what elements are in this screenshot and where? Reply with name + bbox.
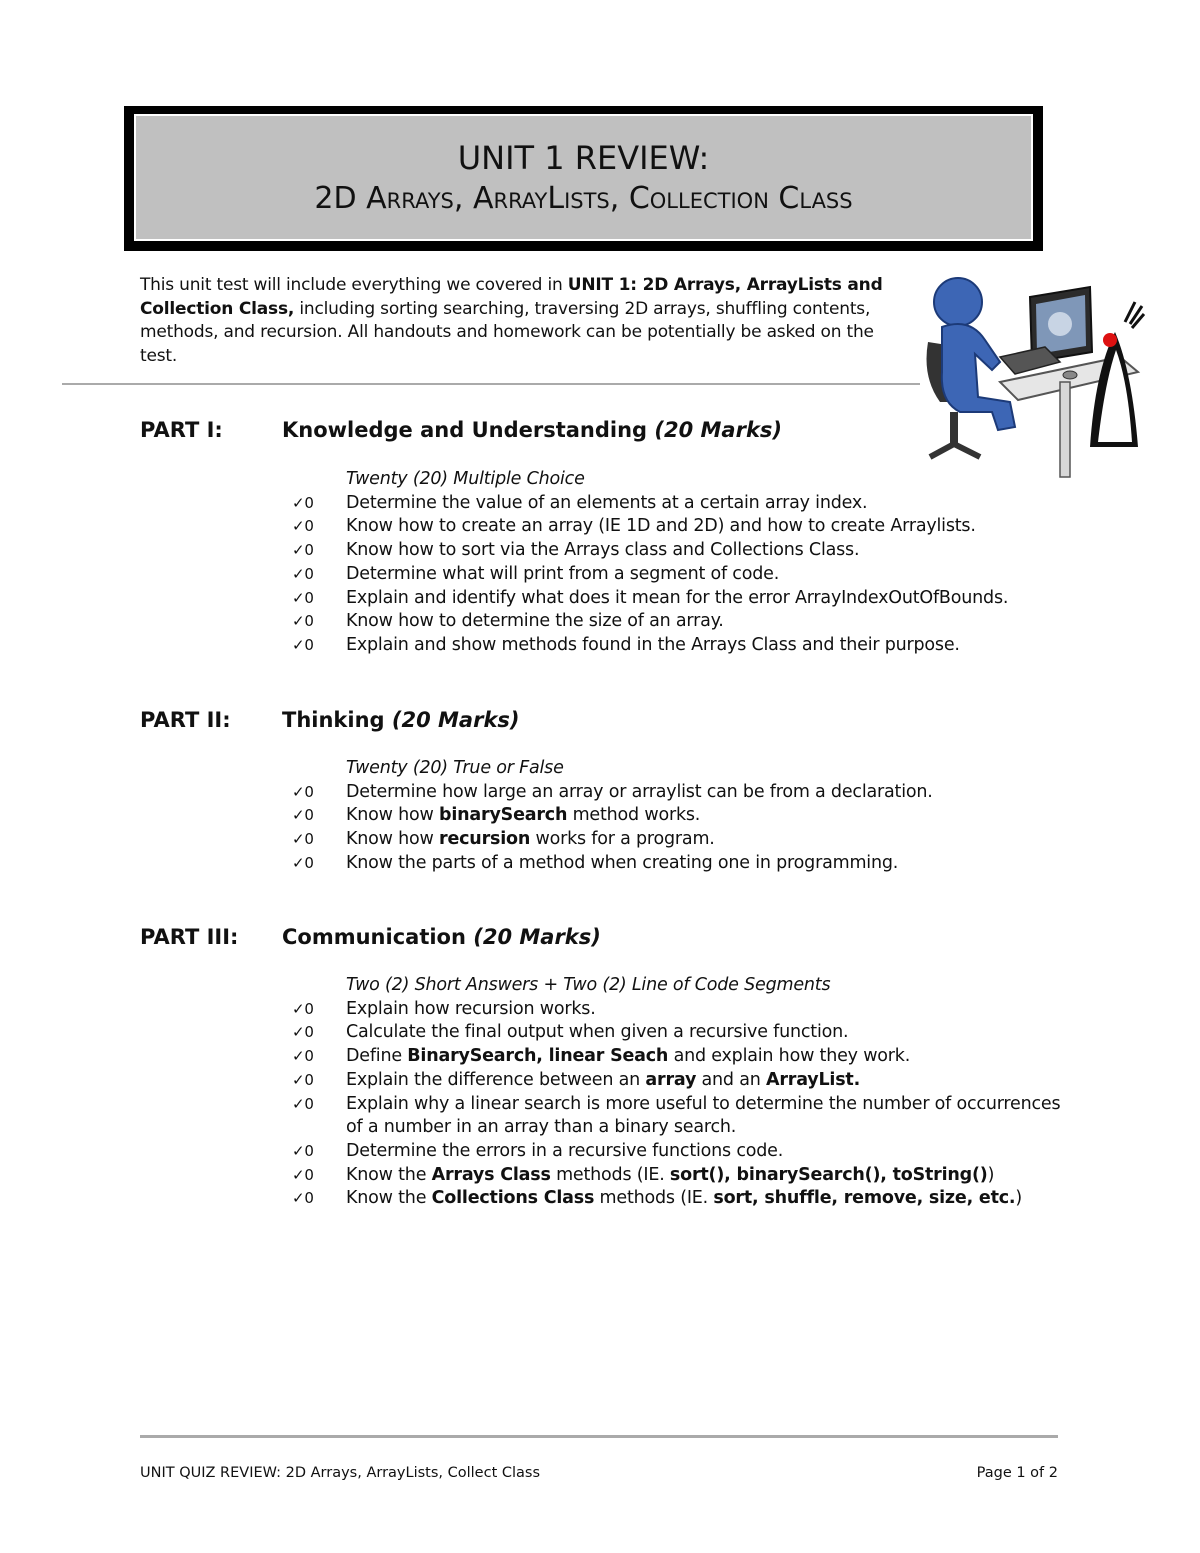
part-2-subtitle: Twenty (20) True or False (346, 758, 564, 778)
list-item-segment: Determine the errors in a recursive functions code. (346, 1140, 784, 1161)
footer-divider (140, 1435, 1058, 1438)
list-item-text (346, 828, 1070, 852)
list-item-segment: Know the parts of a method when creating one in programming. (346, 852, 899, 873)
mouse-bullet-icon: ✓0 (292, 1165, 314, 1184)
part-2-marks: (20 Marks) (391, 708, 520, 732)
mouse-bullet-icon: ✓0 (292, 564, 314, 583)
mouse-bullet-icon: ✓0 (292, 517, 314, 536)
mouse-bullet-icon: ✓0 (292, 853, 314, 872)
list-item-bold: binarySearch (439, 805, 568, 826)
list-item-segment: Determine the value of an elements at a certain array index. (346, 492, 868, 513)
part-3-name (282, 923, 601, 951)
person-at-computer-with-java-mascot-icon (920, 262, 1145, 482)
list-item-segment: and an (696, 1069, 766, 1090)
list-item (290, 1093, 1070, 1140)
part-1-name (282, 416, 782, 444)
part-3-title: Communication (282, 925, 474, 949)
list-item-segment: Know the (346, 1164, 432, 1185)
part-2-number: PART II: (140, 708, 231, 732)
mouse-bullet-icon: ✓0 (292, 999, 314, 1018)
intro-paragraph (140, 274, 900, 368)
list-item-text (346, 1021, 1070, 1045)
part-2-list (290, 757, 1070, 876)
mouse-bullet-icon: ✓0 (292, 588, 314, 607)
title-box (124, 106, 1043, 251)
list-item-text (346, 634, 1070, 658)
part-1-list (290, 468, 1070, 658)
list-item-segment: Know how (346, 805, 440, 826)
list-item-text (346, 539, 1070, 563)
mouse-bullet-icon: ✓0 (292, 782, 314, 801)
footer-title: UNIT QUIZ REVIEW: 2D Arrays, ArrayLists, Collect Class (140, 1465, 541, 1481)
list-item (290, 1045, 1070, 1069)
mouse-bullet-icon: ✓0 (292, 1047, 314, 1066)
list-item-segment: methods (IE. (550, 1164, 670, 1185)
mouse-bullet-icon: ✓0 (292, 1189, 314, 1208)
list-item-segment: Know how (346, 829, 440, 850)
list-item-text (346, 1140, 1070, 1164)
mouse-bullet-icon: ✓0 (292, 1094, 314, 1113)
list-item-segment: Explain the difference between an (346, 1069, 646, 1090)
list-item-segment: Know how to create an array (IE 1D and 2D) and how to create Arraylists. (346, 516, 976, 537)
list-item-bold: sort(), binarySearch(), toString() (669, 1164, 988, 1185)
list-item (290, 587, 1070, 611)
title-line-2: 2D Arrays, ArrayLists, Collection Class (314, 180, 853, 216)
list-item-segment: Know how to determine the size of an array. (346, 611, 724, 632)
list-item-segment: ) (1015, 1188, 1023, 1209)
list-item (290, 1021, 1070, 1045)
list-item-segment: Explain why a linear search is more useful to determine the number of occurrences of a number in an array than a binary search. (346, 1093, 1061, 1138)
list-item (290, 804, 1070, 828)
list-item-text (346, 515, 1070, 539)
list-item-text (346, 587, 1070, 611)
intro-bold: UNIT 1: 2D Arrays, ArrayLists and Collection Class, (140, 275, 883, 319)
list-item (290, 563, 1070, 587)
part-1-number: PART I: (140, 418, 223, 442)
part-2-title: Thinking (282, 708, 392, 732)
list-item-text (346, 804, 1070, 828)
list-item (290, 539, 1070, 563)
list-item (290, 634, 1070, 658)
mouse-bullet-icon: ✓0 (292, 493, 314, 512)
list-item-segment: Explain and show methods found in the Arrays Class and their purpose. (346, 634, 960, 655)
list-item-text (346, 852, 1070, 876)
list-item (290, 1069, 1070, 1093)
list-item-text (346, 1164, 1070, 1188)
list-item-segment: method works. (567, 805, 701, 826)
top-divider (62, 383, 920, 385)
list-item (290, 781, 1070, 805)
list-item-text (346, 1045, 1070, 1069)
list-item-segment: Determine how large an array or arraylist can be from a declaration. (346, 781, 933, 802)
list-item-bold: recursion (439, 829, 531, 850)
list-item-segment: Know how to sort via the Arrays class and Collections Class. (346, 540, 860, 561)
mouse-bullet-icon: ✓0 (292, 612, 314, 631)
list-item-text (346, 610, 1070, 634)
list-item-segment: methods (IE. (594, 1188, 714, 1209)
list-item (290, 492, 1070, 516)
list-item-segment: Calculate the final output when given a recursive function. (346, 1022, 849, 1043)
part-2-name (282, 706, 520, 734)
part-3-list (290, 974, 1070, 1211)
list-item-bold: Collections Class (431, 1188, 595, 1209)
title-line-1: UNIT 1 REVIEW: (457, 138, 710, 177)
mouse-bullet-icon: ✓0 (292, 1070, 314, 1089)
list-item (290, 610, 1070, 634)
list-item (290, 852, 1070, 876)
list-item (290, 998, 1070, 1022)
part-3-subtitle: Two (2) Short Answers + Two (2) Line of Code Segments (346, 975, 831, 995)
list-item (290, 828, 1070, 852)
list-item-segment: Explain and identify what does it mean for the error ArrayIndexOutOfBounds. (346, 587, 1009, 608)
mouse-bullet-icon: ✓0 (292, 1023, 314, 1042)
list-item-segment: Explain how recursion works. (346, 998, 596, 1019)
list-item-text (346, 998, 1070, 1022)
list-item-segment: Define (346, 1046, 408, 1067)
part-3-number: PART III: (140, 925, 239, 949)
intro-text-1: This unit test will include everything we covered in (140, 275, 568, 295)
list-item (290, 515, 1070, 539)
mouse-bullet-icon: ✓0 (292, 541, 314, 560)
list-item-bold: Arrays Class (431, 1164, 551, 1185)
mouse-bullet-icon: ✓0 (292, 635, 314, 654)
list-item-segment: and explain how they work. (668, 1046, 911, 1067)
part-1-title: Knowledge and Understanding (282, 418, 655, 442)
list-item-bold: array (645, 1069, 697, 1090)
part-3-marks: (20 Marks) (473, 925, 601, 949)
list-item-text (346, 1069, 1070, 1093)
page-number: Page 1 of 2 (976, 1465, 1058, 1481)
mouse-bullet-icon: ✓0 (292, 830, 314, 849)
intro-text-2: including sorting searching, traversing 2D arrays, shuffling contents, methods, and recursion. All handouts and homework can be potentially be asked on the test. (140, 298, 874, 366)
list-item-segment: ) (987, 1164, 995, 1185)
list-item-segment: works for a program. (530, 829, 715, 850)
list-item-segment: Determine what will print from a segment of code. (346, 563, 780, 584)
list-item-text (346, 1093, 1070, 1140)
list-item-bold: BinarySearch, linear Seach (407, 1046, 669, 1067)
list-item-text (346, 492, 1070, 516)
list-item (290, 1187, 1070, 1211)
list-item-text (346, 781, 1070, 805)
list-item (290, 1164, 1070, 1188)
list-item-bold: sort, shuffle, remove, size, etc. (713, 1188, 1016, 1209)
list-item-segment: Know the (346, 1188, 432, 1209)
list-item-text (346, 563, 1070, 587)
title-inner (134, 114, 1033, 241)
list-item-text (346, 1187, 1070, 1211)
list-item (290, 1140, 1070, 1164)
mouse-bullet-icon: ✓0 (292, 806, 314, 825)
part-1-subtitle: Twenty (20) Multiple Choice (346, 469, 585, 489)
mouse-bullet-icon: ✓0 (292, 1141, 314, 1160)
list-item-bold: ArrayList. (765, 1069, 861, 1090)
part-1-marks: (20 Marks) (654, 418, 783, 442)
